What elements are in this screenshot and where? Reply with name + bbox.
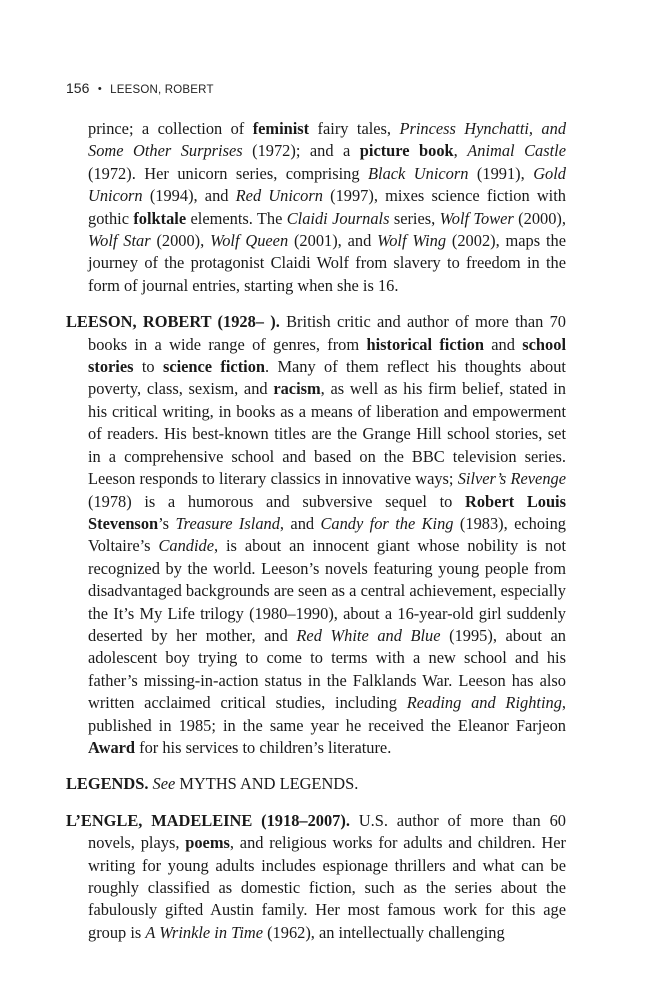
bold-term: school stories bbox=[88, 334, 566, 377]
text-run: (1995), about an adolescent boy trying to come to terms with a new school and his father’s missing-in-action status in the Falklands War. Leeson has also written acclaimed critical studies, including bbox=[88, 625, 566, 713]
text-run: fairy tales, bbox=[309, 119, 400, 138]
entry-leeson-robert bbox=[66, 311, 566, 759]
italic-title: Candy for the King bbox=[320, 513, 454, 533]
text-run: (1978) is a humorous and subversive sequel to bbox=[88, 491, 466, 511]
bold-term: Award bbox=[88, 737, 136, 757]
text-run: (1994), and bbox=[142, 186, 236, 206]
text-run: (2002), maps the journey of the protagonist Claidi Wolf from slavery to freedom in the form of journal entries, starting when she is 16. bbox=[88, 231, 566, 295]
entry-lengle-madeleine bbox=[66, 810, 566, 944]
italic-title: Gold Unicorn bbox=[88, 163, 566, 206]
bold-term: historical fiction bbox=[366, 334, 484, 354]
text-run: series, bbox=[389, 208, 440, 228]
text-run: , is about an innocent giant whose nobility is not recognized by the world. Leeson’s novels featuring young people from disadvantaged backgrounds are seen as a central achievement, especially the It’s My Life trilogy (1980–1990), about a 16-year-old girl suddenly deserted by her mother, and bbox=[88, 536, 567, 645]
italic-title: Candide bbox=[158, 536, 214, 556]
continuation-paragraph bbox=[66, 118, 566, 297]
text-run: (2001), and bbox=[288, 231, 378, 251]
bold-term: poems bbox=[185, 833, 230, 853]
text-run: (1972). Her unicorn series, comprising bbox=[88, 163, 369, 183]
text-run: prince; a collection of bbox=[88, 119, 253, 138]
italic-title: Reading and Righting bbox=[406, 693, 562, 713]
italic-title: Princess Hynchatti, and Some Other Surprises bbox=[88, 119, 567, 161]
italic-title: A Wrinkle in Time bbox=[145, 922, 263, 942]
bold-term: LEESON, ROBERT (1928– ). bbox=[66, 312, 280, 332]
entry-legends bbox=[66, 773, 566, 795]
text-run: , published in 1985; in the same year he received the Eleanor Farjeon bbox=[88, 693, 566, 735]
text-run: MYTHS AND LEGENDS. bbox=[175, 774, 359, 794]
italic-title: Red White and Blue bbox=[296, 625, 441, 645]
text-run: (1997), mixes science fiction with gothic bbox=[88, 186, 566, 228]
italic-title: Animal Castle bbox=[467, 141, 566, 161]
bold-term: racism bbox=[273, 379, 321, 399]
italic-title: Claidi Journals bbox=[286, 208, 390, 228]
text-run: (1962), an intellectually challenging bbox=[263, 922, 505, 942]
text-run: (1972); and a bbox=[242, 141, 360, 161]
text-run: elements. The bbox=[186, 208, 287, 228]
text-run: . Many of them reflect his thoughts about poverty, class, sexism, and bbox=[88, 357, 566, 399]
italic-title: Wolf Tower bbox=[439, 208, 514, 228]
text-run: (2000), bbox=[150, 231, 211, 251]
text-run: and bbox=[483, 334, 523, 354]
text-run: to bbox=[133, 357, 163, 377]
italic-title: Treasure Island bbox=[175, 513, 280, 533]
italic-title: Wolf Wing bbox=[377, 231, 447, 251]
italic-title: Black Unicorn bbox=[368, 163, 469, 183]
text-run: ’s bbox=[158, 513, 176, 533]
italic-title: Silver’s Revenge bbox=[457, 469, 566, 489]
bullet-separator: • bbox=[97, 83, 102, 95]
text-run: British critic and author of more than 70 books in a wide range of genres, from bbox=[88, 312, 566, 354]
italic-title: Red Unicorn bbox=[235, 186, 323, 206]
bold-term: Robert Louis Stevenson bbox=[88, 491, 566, 533]
text-run: (2000), bbox=[513, 208, 566, 228]
italic-title: See bbox=[152, 774, 176, 794]
text-run: (1983), echoing Voltaire’s bbox=[88, 513, 566, 556]
page-body bbox=[66, 118, 566, 944]
page-number: 156 bbox=[66, 80, 90, 96]
bold-term: feminist bbox=[252, 119, 310, 138]
text-run: , and bbox=[279, 513, 321, 533]
text-run: U.S. author of more than 60 novels, plays, bbox=[88, 810, 566, 853]
bold-term: L’ENGLE, MADELEINE (1918–2007). bbox=[66, 810, 350, 830]
text-run: , and religious works for adults and children. Her writing for young adults includes espionage thrillers and what can be roughly classified as domestic fiction, such as the series about the fabulously gifted Austin family. Her most famous work for this age group is bbox=[88, 833, 566, 942]
running-header bbox=[66, 80, 214, 98]
italic-title: Wolf Star bbox=[88, 231, 151, 251]
text-run: , as well as his firm belief, stated in his critical writing, in books as a means of liberation and empowerment of readers. His best-known titles are the Grange Hill school stories, set in a comprehensive school and based on the BBC television series. Leeson responds to literary classics in innovative ways; bbox=[88, 379, 566, 489]
bold-term: LEGENDS. bbox=[66, 774, 149, 794]
text-run: for his services to children’s literature. bbox=[135, 737, 392, 757]
italic-title: Wolf Queen bbox=[210, 231, 289, 251]
bold-term: picture book bbox=[359, 141, 454, 161]
bold-term: folktale bbox=[133, 208, 187, 228]
text-run: , bbox=[453, 141, 468, 161]
bold-term: science fiction bbox=[162, 357, 266, 377]
running-head: LEESON, ROBERT bbox=[110, 84, 214, 96]
text-run: (1991), bbox=[468, 163, 534, 183]
